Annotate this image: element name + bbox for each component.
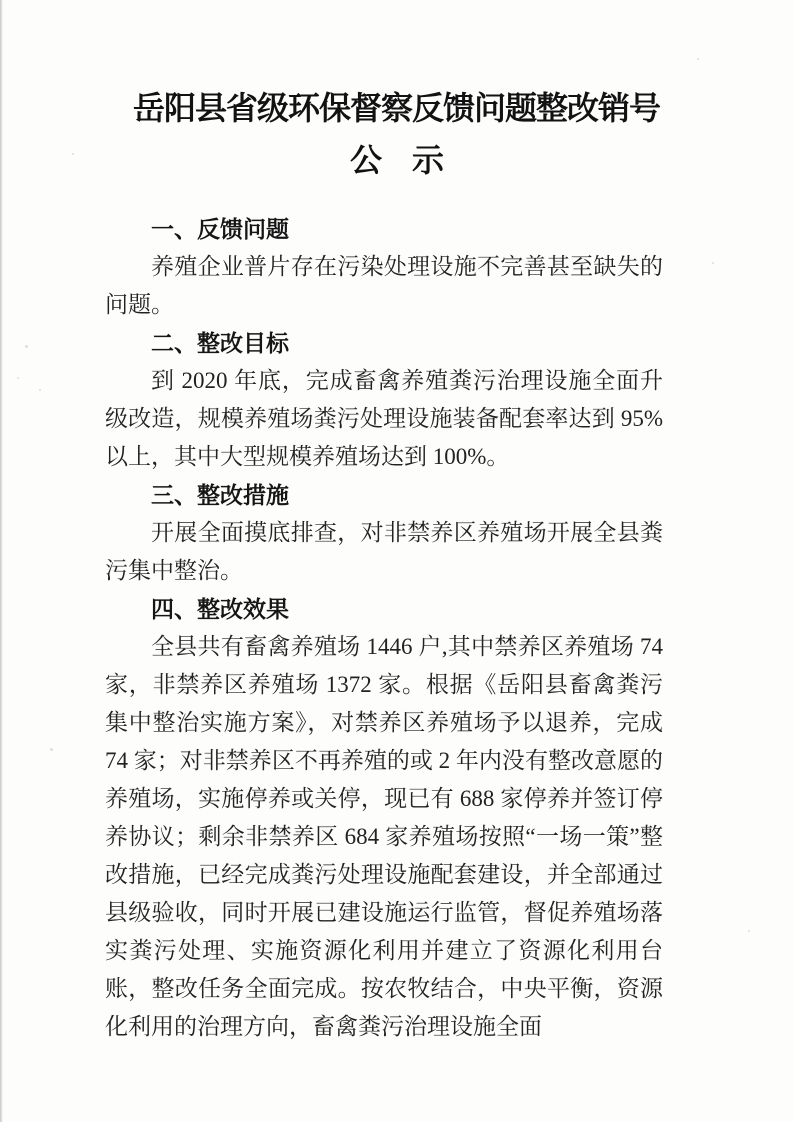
scan-speck bbox=[72, 153, 74, 155]
document-title bbox=[0, 82, 793, 186]
heading-rectification-goal: 二、整改目标 bbox=[151, 330, 289, 356]
scan-speck bbox=[25, 345, 28, 348]
section-rectification-measures bbox=[105, 476, 663, 590]
scan-speck bbox=[712, 262, 714, 264]
scan-speck bbox=[17, 377, 19, 379]
heading-rectification-measures: 三、整改措施 bbox=[151, 482, 289, 508]
body-rectification-goal: 到 2020 年底，完成畜禽养殖粪污治理设施全面升级改造，规模养殖场粪污处理设施装备配套率达到 95%以上，其中大型规模养殖场达到 100%。 bbox=[105, 368, 663, 469]
body-feedback-problem: 养殖企业普片存在污染处理设施不完善甚至缺失的问题。 bbox=[105, 254, 663, 317]
body-rectification-measures: 开展全面摸底排查，对非禁养区养殖场开展全县粪污集中整治。 bbox=[105, 520, 663, 583]
scan-speck bbox=[697, 58, 699, 60]
scan-speck bbox=[748, 930, 750, 932]
heading-rectification-results: 四、整改效果 bbox=[151, 596, 289, 622]
heading-feedback-problem: 一、反馈问题 bbox=[151, 216, 289, 242]
section-rectification-results bbox=[105, 590, 663, 1046]
document-body bbox=[105, 210, 663, 1046]
document-title-line1: 岳阳县省级环保督察反馈问题整改销号 bbox=[132, 90, 660, 126]
scan-speck bbox=[39, 389, 41, 391]
scan-speck bbox=[50, 748, 53, 751]
body-rectification-results: 全县共有畜禽养殖场 1446 户,其中禁养区养殖场 74 家，非禁养区养殖场 1372 家。根据《岳阳县畜禽粪污集中整治实施方案》，对禁养区养殖场予以退养，完成 74 家；对非禁养区不再养殖的或 2 年内没有整改意愿的养殖场，实施停养或关停，现已有 688 家停养并签订停养协议；剩余非禁养区 684 家养殖场按照“一场一策”整改措施，已经完成粪污处理设施配套建设，并全部通过县级验收，同时开展已建设施运行监管，督促养殖场落实粪污处理、实施资源化利用并建立了资源化利用台账，整改任务全面完成。按农牧结合，中央平衡，资源化利用的治理方向，畜禽粪污治理设施全面 bbox=[105, 634, 663, 1039]
document-title-line2: 公 示 bbox=[349, 142, 443, 178]
section-rectification-goal bbox=[105, 324, 663, 476]
section-feedback-problem bbox=[105, 210, 663, 324]
